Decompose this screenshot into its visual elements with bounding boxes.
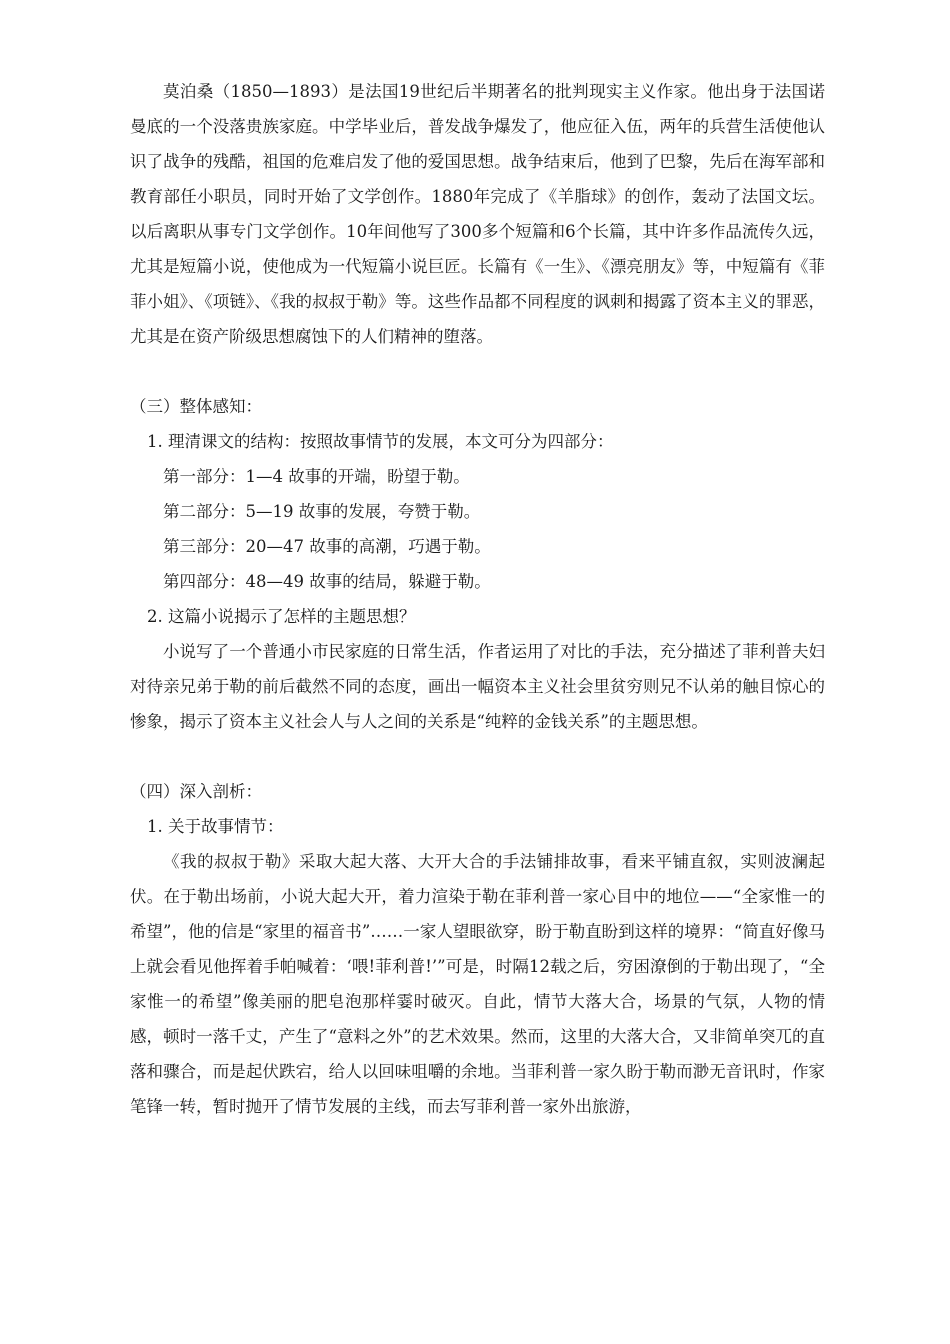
structure-part-4: 第四部分：48—49 故事的结局，躲避于勒。 bbox=[163, 572, 491, 591]
plot-paragraph: 《我的叔叔于勒》采取大起大落、大开大合的手法铺排故事，看来平铺直叙，实则波澜起伏。在于勒出场前，小说大起大开，着力渲染于勒在菲利普一家心目中的地位——“全家惟一的希望”，他的信是“家里的福音书”……一家人望眼欲穿，盼于勒直盼到这样的境界：“简直好像马上就会看见他挥着手帕喊着：‘喂!菲利普!’”可是，时隔12载之后，穷困潦倒的于勒出现了，“全家惟一的希望”像美丽的肥皂泡那样霎时破灭。自此，情节大落大合，场景的气氛，人物的情感，顿时一落千丈，产生了“意料之外”的艺术效果。然而，这里的大落大合，又非简单突兀的直落和骤合，而是起伏跌宕，给人以回味咀嚼的余地。当菲利普一家久盼于勒而渺无音讯时，作家笔锋一转，暂时抛开了情节发展的主线，而去写菲利普一家外出旅游， bbox=[130, 852, 825, 1116]
structure-part-1: 第一部分：1—4 故事的开端，盼望于勒。 bbox=[163, 467, 470, 486]
author-intro-paragraph: 莫泊桑（1850—1893）是法国19世纪后半期著名的批判现实主义作家。他出身于法国诺曼底的一个没落贵族家庭。中学毕业后，普发战争爆发了，他应征入伍，两年的兵营生活使他认识了战争的残酷，祖国的危难启发了他的爱国思想。战争结束后，他到了巴黎，先后在海军部和教育部任小职员，同时开始了文学创作。1880年完成了《羊脂球》的创作，轰动了法国文坛。以后离职从事专门文学创作。10年间他写了300多个短篇和6个长篇，其中许多作品流传久远，尤其是短篇小说，使他成为一代短篇小说巨匠。长篇有《一生》、《漂亮朋友》等，中短篇有《菲菲小姐》、《项链》、《我的叔叔于勒》等。这些作品都不同程度的讽刺和揭露了资本主义的罪恶，尤其是在资产阶级思想腐蚀下的人们精神的堕落。 bbox=[130, 82, 825, 346]
section3-item1: 1. 理清课文的结构：按照故事情节的发展，本文可分为四部分： bbox=[147, 432, 614, 451]
structure-part-2: 第二部分：5—19 故事的发展，夸赞于勒。 bbox=[163, 502, 481, 521]
document-body bbox=[130, 74, 825, 1124]
section3-heading: （三）整体感知： bbox=[130, 397, 262, 416]
section3-item2: 2. 这篇小说揭示了怎样的主题思想？ bbox=[147, 607, 416, 626]
section4-item1: 1. 关于故事情节： bbox=[147, 817, 284, 836]
theme-paragraph: 小说写了一个普通小市民家庭的日常生活，作者运用了对比的手法，充分描述了菲利普夫妇对待亲兄弟于勒的前后截然不同的态度，画出一幅资本主义社会里贫穷则兄不认弟的触目惊心的惨象，揭示了资本主义社会人与人之间的关系是“纯粹的金钱关系”的主题思想。 bbox=[130, 642, 825, 731]
structure-part-3: 第三部分：20—47 故事的高潮，巧遇于勒。 bbox=[163, 537, 491, 556]
section4-heading: （四）深入剖析： bbox=[130, 782, 262, 801]
